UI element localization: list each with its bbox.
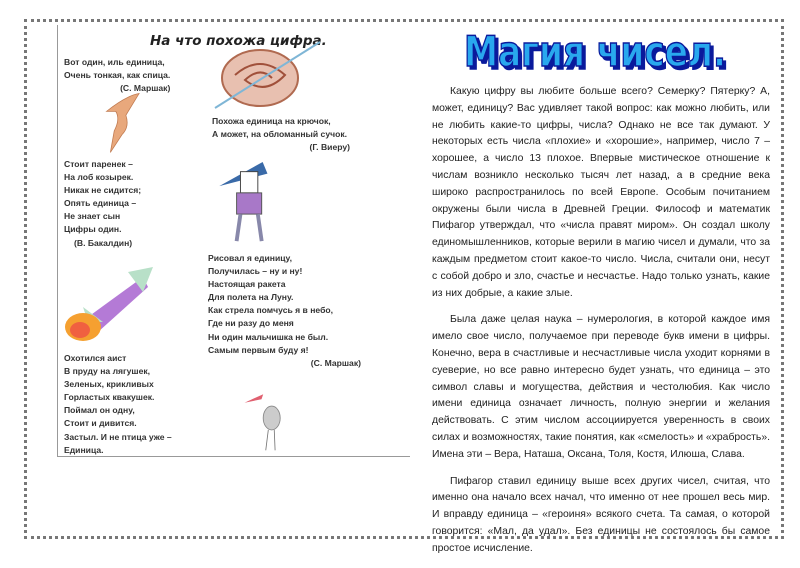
poem-line: Настоящая ракета <box>208 279 286 290</box>
poem-line: Стоит и дивится. <box>64 418 137 429</box>
spiral-hook-drawing <box>210 38 330 110</box>
poem-line: Рисовал я единицу, <box>208 253 293 263</box>
poem-line: Получилась – ну и ну! <box>208 266 303 277</box>
poem-line: Никак не сидится; <box>64 185 142 196</box>
poem-line: Горластых квакушек. <box>64 392 155 403</box>
poem-line: Похожа единица на крючок, <box>212 116 331 126</box>
stork-drawing <box>240 384 300 452</box>
poem-3 <box>64 158 141 250</box>
article-text <box>432 84 770 568</box>
poem-1 <box>64 56 170 95</box>
poem-line: Единица. <box>64 444 104 455</box>
heading-text: Магия чисел. <box>464 27 726 76</box>
poem-line: Где ни разу до меня <box>208 318 294 329</box>
poem-4 <box>208 252 361 370</box>
poem-line: Зеленых, крикливых <box>64 379 154 390</box>
poem-line: Застыл. И не птица уже – <box>64 431 172 442</box>
poem-author: (Г. Виеру) <box>309 142 350 153</box>
poem-line: Опять единица – <box>64 198 137 209</box>
poem-line: Самым первым буду я! <box>208 344 309 355</box>
panel-title: На что похожа цифра. <box>150 33 327 49</box>
poem-author: (С. Маршак) <box>120 83 171 94</box>
poem-line: А может, на обломанный сучок. <box>212 129 348 140</box>
poem-line: Для полета на Луну. <box>208 292 294 303</box>
paragraph-2: Была даже целая наука – нумерология, в которой каждое имя имело свое число, получаемое при переводе букв имени в цифры. Конечно, вера в счастливые и несчастливые числа уходит корнями в суеверие, но все равно интересно будет узнать, что единица – это символ славы и могущества, действия и честолюбия. Как число имени единица означает личность, полную энергии и желания действовать. С этим числом ассоциируется уверенность в своих силах и возможностях, такие понятия, как «смелость» и «храбрость». Имена эти – Вера, Наташа, Оксана, Толя, Костя, Илюша, Слава. <box>432 314 770 460</box>
poem-line: Очень тонкая, как спица. <box>64 70 171 81</box>
poem-line: Поймал он одну, <box>64 405 135 416</box>
boy-with-cap-drawing <box>218 162 288 244</box>
poem-line: Цифры один. <box>64 224 122 235</box>
bent-one-drawing <box>92 92 152 154</box>
poem-line: Как стрела помчусь я в небо, <box>208 305 334 316</box>
poem-2 <box>212 115 350 154</box>
poem-line: На лоб козырек. <box>64 172 134 183</box>
poem-line: В пруду на лягушек, <box>64 366 151 377</box>
wordart-heading <box>462 24 732 76</box>
poem-5 <box>64 352 172 457</box>
poem-line: Вот один, иль единица, <box>64 57 165 67</box>
paragraph-1: Какую цифру вы любите больше всего? Семерку? Пятерку? А, может, единицу? Вас удивляет такой вопрос: как можно любить, или не любить какие-то цифры, числа? Однако не все так думают. У некоторых есть числа «плохие» и «хорошие», например, число 7 – хорошее, а число 13 плохое. Впервые мистическое отношение к числам возникло несколько тысяч лет назад, а в средние века широко распространилось по всей Европе. Особым почитанием окружены были числа в Древней Греции. Философ и математик Пифагор утверждал, что «числа правят миром». Он создал школу единомышленников, которые верили в магию чисел и думали, что за каждым предметом стоит какое-то число. Числа, считали они, несут с собой добро и зло, счастье и несчастье. Надо только узнать, какие из них добрые, а какие злые. <box>432 86 770 299</box>
poem-line: Не знает сын <box>64 211 121 222</box>
poem-author: (В. Бакалдин) <box>74 237 133 248</box>
poem-author: (С. Маршак) <box>310 357 361 368</box>
rocket-drawing <box>58 262 158 347</box>
poem-line: Ни один мальчишка не был. <box>208 331 329 342</box>
paragraph-3: Пифагор ставил единицу выше всех других чисел, считая, что именно она начало всех начал, что именно от нее прошел весь мир. И вправду единица – «героиня» всякого счета. Та самая, о которой говорится: «Мал, да удал». Без единицы не состоялось бы самое простое исчисление. <box>432 475 770 554</box>
poem-line: Охотился аист <box>64 353 127 363</box>
poem-line: Стоит паренек – <box>64 159 133 169</box>
